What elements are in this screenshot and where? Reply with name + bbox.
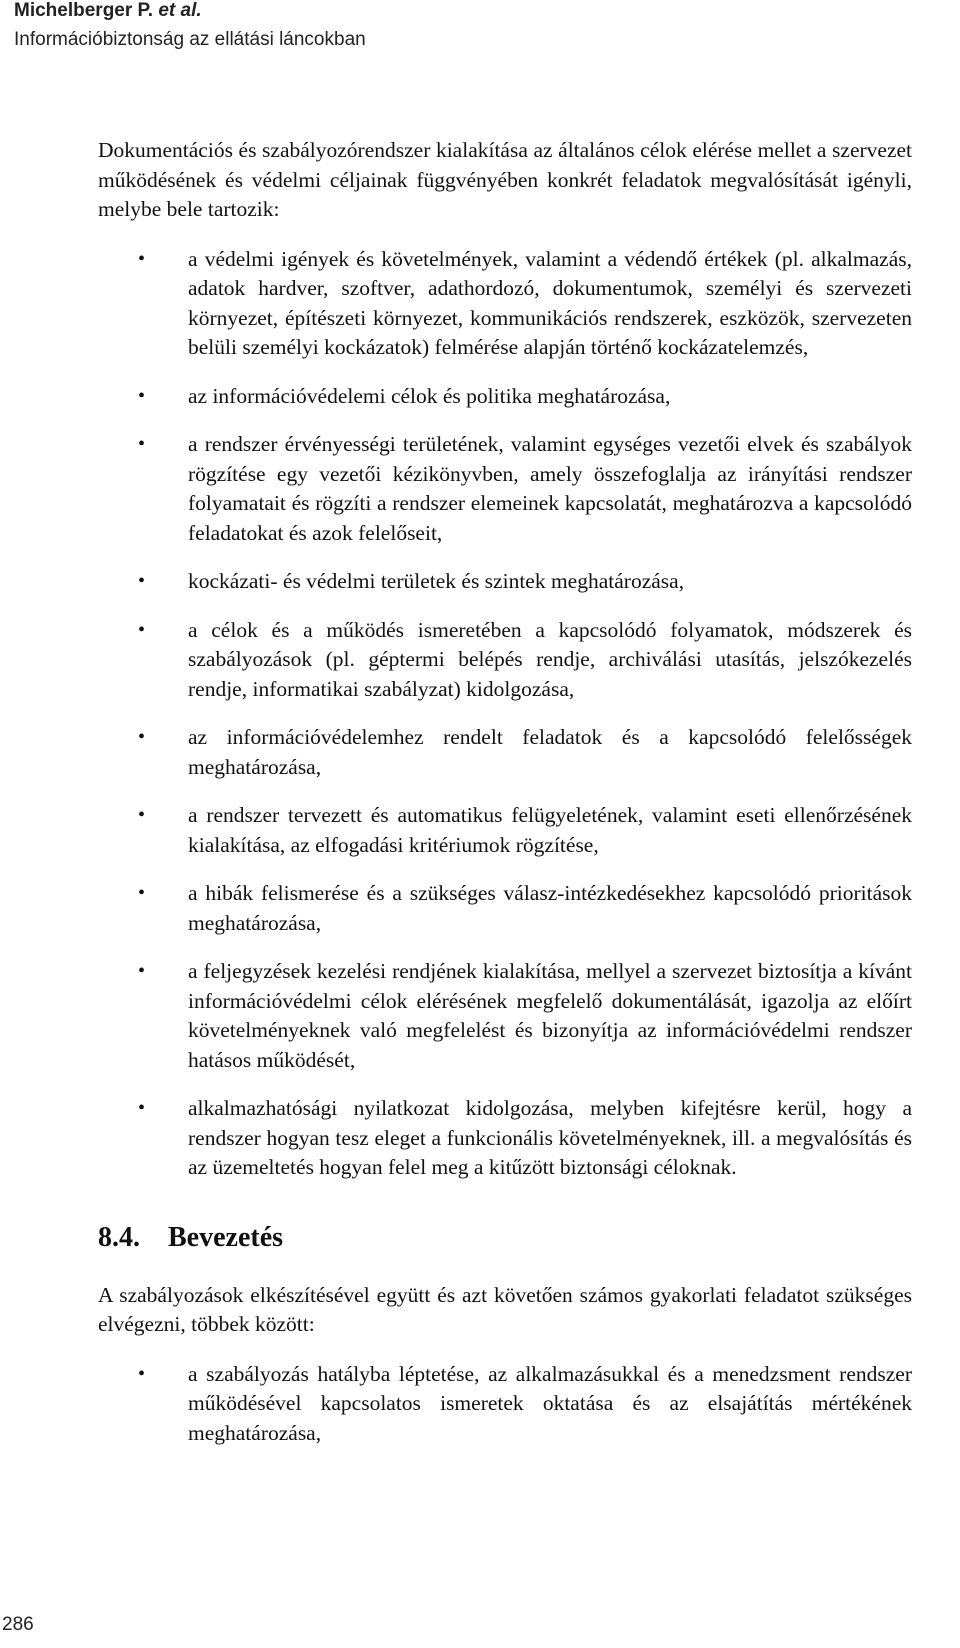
- list-item: [98, 1360, 912, 1449]
- bullet-icon: •: [138, 882, 146, 904]
- bullet-icon: •: [138, 433, 146, 455]
- running-title: Információbiztonság az ellátási láncokban: [14, 29, 366, 50]
- intro-paragraph: Dokumentációs és szabályozórendszer kialakítása az általános célok elérése mellet a szervezet működésének és védelmi céljainak függvényében konkrét feladatok megvalósítását igényli, melybe bele tartozik:: [98, 138, 912, 221]
- list-item: [98, 1094, 912, 1183]
- requirements-list: [98, 245, 912, 1183]
- list-item: [98, 567, 912, 597]
- list-item-text: a védelmi igények és követelmények, valamint a védendő értékek (pl. alkalmazás, adatok hardver, szoftver, adathordozó, dokumentumok, személyi és szervezeti környezet, építészeti környezet, kommunikációs rendszerek, eszközök, szervezeten belüli személyi kockázatok) felmérése alapján történő kockázatelemzés,: [188, 246, 912, 359]
- list-item-text: az információvédelemhez rendelt feladatok és a kapcsolódó felelősségek meghatározása,: [188, 725, 912, 779]
- bullet-icon: •: [138, 1362, 146, 1385]
- list-item-text: a célok és a működés ismeretében a kapcsolódó folyamatok, módszerek és szabályozások (pl. géptermi belépés rendje, archiválási utasítás, jelszókezelés rendje, informatikai szabályzat) kidolgozása,: [188, 617, 912, 701]
- author-suffix: et al.: [158, 0, 202, 21]
- tasks-list: [98, 1360, 912, 1449]
- list-item-text: alkalmazhatósági nyilatkozat kidolgozása, melyben kifejtésre kerül, hogy a rendszer hogyan tesz eleget a funkcionális követelményeknek, ill. a megvalósítás és az üzemeltetés hogyan felel meg a kitűzött biztonsági céloknak.: [188, 1096, 912, 1179]
- list-item: [98, 382, 912, 412]
- list-item-text: kockázati- és védelmi területek és szintek meghatározása,: [188, 569, 685, 593]
- author-name: Michelberger P.: [14, 0, 154, 21]
- section-intro-paragraph: A szabályozások elkészítésével együtt és azt követően számos gyakorlati feladatot szükséges elvégezni, többek között:: [98, 1282, 912, 1336]
- bullet-icon: •: [138, 1097, 146, 1119]
- list-item: [98, 430, 912, 548]
- list-item-text: az információvédelemi célok és politika meghatározása,: [188, 383, 671, 408]
- section-title: Bevezetés: [168, 1221, 284, 1253]
- list-item: [98, 879, 912, 938]
- list-item: [98, 723, 912, 782]
- list-item: [98, 801, 912, 860]
- section-heading: [98, 1221, 912, 1255]
- list-item-text: a szabályozás hatályba léptetése, az alkalmazásukkal és a menedzsment rendszer működésével kapcsolatos ismeretek oktatása és az elsajátítás mértékének meghatározása,: [188, 1361, 912, 1445]
- list-item: [98, 616, 912, 705]
- list-item-text: a rendszer érvényességi területének, valamint egységes vezetői elvek és szabályok rögzítése egy vezetői kézikönyvben, amely összefoglalja az irányítási rendszer folyamatait és rögzíti a rendszer elemeinek kapcsolatát, meghatározva a kapcsolódó feladatokat és azok felelőseit,: [188, 432, 912, 545]
- main-content: [98, 136, 912, 1467]
- bullet-icon: •: [138, 570, 146, 592]
- list-item: [98, 957, 912, 1075]
- bullet-icon: •: [138, 618, 146, 641]
- page-number: 286: [2, 1614, 34, 1635]
- running-header: [14, 0, 366, 51]
- bullet-icon: •: [138, 247, 146, 270]
- section-number: 8.4.: [98, 1221, 140, 1253]
- list-item-text: a hibák felismerése és a szükséges válasz-intézkedésekhez kapcsolódó prioritások meghatározása,: [188, 881, 912, 935]
- author-line: [14, 0, 366, 22]
- bullet-icon: •: [138, 726, 146, 748]
- bullet-icon: •: [138, 960, 146, 982]
- bullet-icon: •: [138, 804, 146, 826]
- bullet-icon: •: [138, 384, 146, 407]
- list-item-text: a feljegyzések kezelési rendjének kialakítása, mellyel a szervezet biztosítja a kívánt információvédelmi célok elérésének megfelelő dokumentálását, igazolja az előírt követelményeknek való megfelelést és bizonyítja az információvédelmi rendszer hatásos működését,: [188, 959, 912, 1072]
- list-item: [98, 245, 912, 363]
- list-item-text: a rendszer tervezett és automatikus felügyeletének, valamint eseti ellenőrzésének kialakítása, az elfogadási kritériumok rögzítése,: [188, 803, 912, 857]
